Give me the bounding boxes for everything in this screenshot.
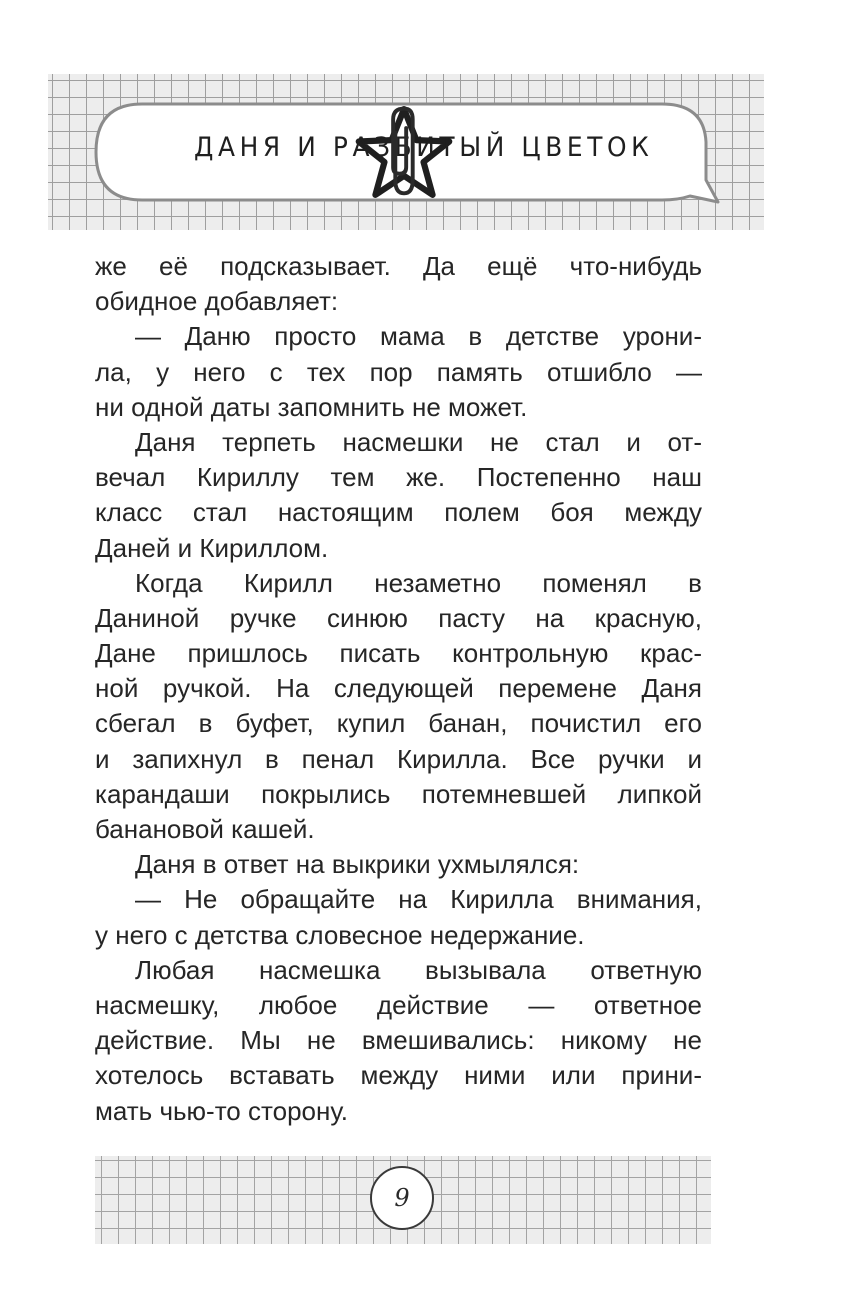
text-line: Любая насмешка вызывала ответную: [135, 954, 702, 985]
chapter-header-bubble: [94, 102, 714, 202]
text-line: ной ручкой. На следующей перемене Даня: [95, 673, 702, 704]
page-number: 9: [394, 1184, 410, 1212]
text-line: и запихнул в пенал Кирилла. Все ручки и: [95, 743, 702, 774]
text-line: насмешку, любое действие — ответное: [95, 989, 702, 1020]
text-line: Даниной ручке синюю пасту на красную,: [95, 602, 702, 633]
page-number-badge: [370, 1166, 434, 1230]
text-line: — Даню просто мама в детстве урони-: [135, 321, 702, 352]
text-line: вечал Кириллу тем же. Постепенно наш: [95, 462, 702, 493]
text-line: действие. Мы не вмешивались: никому не: [95, 1025, 702, 1056]
text-line: Даней и Кириллом.: [95, 532, 329, 563]
text-line: у него с детства словесное недержание.: [95, 919, 585, 950]
chapter-title: ДАНЯ И РАЗБИТЫЙ ЦВЕТОК: [194, 132, 654, 163]
text-line: Даня терпеть насмешки не стал и от-: [135, 426, 702, 457]
text-line: — Не обращайте на Кирилла внимания,: [135, 884, 702, 915]
page-body-text: [95, 249, 702, 1129]
text-line: мать чью-то сторону.: [95, 1095, 348, 1126]
text-line: ни одной даты запомнить не может.: [95, 391, 528, 422]
text-line: Даня в ответ на выкрики ухмылялся:: [135, 849, 580, 880]
text-line: же её подсказывает. Да ещё что-нибудь: [95, 251, 702, 281]
paperclip-icon: [94, 102, 714, 202]
text-line: обидное добавляет:: [95, 286, 339, 317]
text-line: класс стал настоящим полем боя между: [95, 497, 702, 528]
text-line: сбегал в буфет, купил банан, почистил его: [95, 708, 702, 739]
text-line: ла, у него с тех пор память отшибло —: [95, 356, 702, 387]
text-line: Когда Кирилл незаметно поменял в: [135, 567, 702, 598]
text-line: хотелось вставать между ними или прини-: [95, 1060, 702, 1091]
text-line: банановой кашей.: [95, 814, 315, 844]
text-line: Дане пришлось писать контрольную крас-: [95, 638, 702, 669]
text-line: карандаши покрылись потемневшей липкой: [95, 778, 702, 809]
